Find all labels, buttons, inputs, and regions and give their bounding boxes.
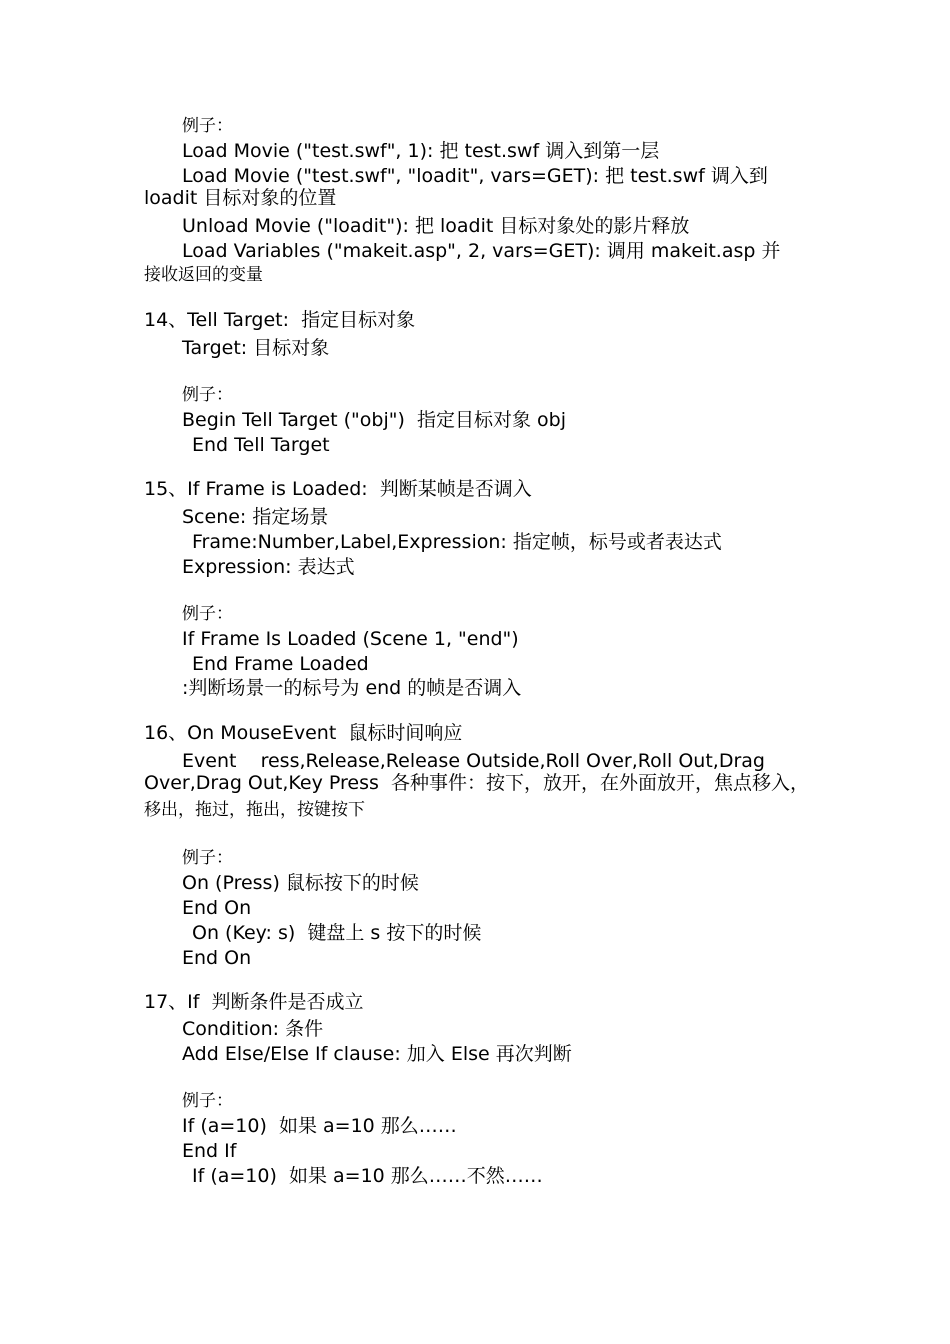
section-heading: 17、If 判断条件是否成立 — [144, 991, 364, 1013]
code-line: End On — [182, 947, 252, 969]
code-line: If (a=10) 如果 a=10 那么…… — [182, 1115, 457, 1137]
code-line: On (Press) 鼠标按下的时候 — [182, 872, 419, 894]
text-line: Target: 目标对象 — [182, 337, 330, 359]
text-line: Add Else/Else If clause: 加入 Else 再次判断 — [182, 1043, 572, 1065]
example-label: 例子： — [182, 848, 233, 868]
text-line: Frame:Number,Label,Expression: 指定帧，标号或者表达式 — [192, 531, 722, 553]
section-heading: 16、On MouseEvent 鼠标时间响应 — [144, 722, 463, 744]
text-line: loadit 目标对象的位置 — [144, 187, 337, 209]
code-line: End If — [182, 1140, 237, 1162]
code-line: End Tell Target — [192, 434, 330, 456]
text-line: Over,Drag Out,Key Press 各种事件：按下，放开，在外面放开，焦点移入， — [144, 772, 809, 794]
code-line: End On — [182, 897, 252, 919]
text-line: 移出，拖过，拖出，按键按下 — [144, 800, 365, 820]
code-line: End Frame Loaded — [192, 653, 369, 675]
code-line: If Frame Is Loaded (Scene 1, "end") — [182, 628, 519, 650]
example-label: 例子： — [182, 1091, 233, 1111]
text-line: Load Movie ("test.swf", "loadit", vars=GET): 把 test.swf 调入到 — [182, 165, 768, 187]
text-line: :判断场景一的标号为 end 的帧是否调入 — [182, 677, 522, 699]
code-line: Begin Tell Target ("obj") 指定目标对象 obj — [182, 409, 566, 431]
text-line: Expression: 表达式 — [182, 556, 355, 578]
code-line: On (Key: s) 键盘上 s 按下的时候 — [192, 922, 482, 944]
text-line: Load Variables ("makeit.asp", 2, vars=GET): 调用 makeit.asp 并 — [182, 240, 781, 262]
text-line: 接收返回的变量 — [144, 265, 263, 285]
text-line: Event ress,Release,Release Outside,Roll Over,Roll Out,Drag — [182, 750, 765, 772]
example-label: 例子： — [182, 385, 233, 405]
section-heading: 15、If Frame is Loaded: 判断某帧是否调入 — [144, 478, 532, 500]
text-line: Condition: 条件 — [182, 1018, 324, 1040]
section-heading: 14、Tell Target: 指定目标对象 — [144, 309, 416, 331]
example-label: 例子： — [182, 116, 233, 136]
text-line: Unload Movie ("loadit"): 把 loadit 目标对象处的影片释放 — [182, 215, 690, 237]
text-line: Load Movie ("test.swf", 1): 把 test.swf 调入到第一层 — [182, 140, 660, 162]
code-line: If (a=10) 如果 a=10 那么……不然…… — [192, 1165, 543, 1187]
example-label: 例子： — [182, 604, 233, 624]
text-line: Scene: 指定场景 — [182, 506, 329, 528]
